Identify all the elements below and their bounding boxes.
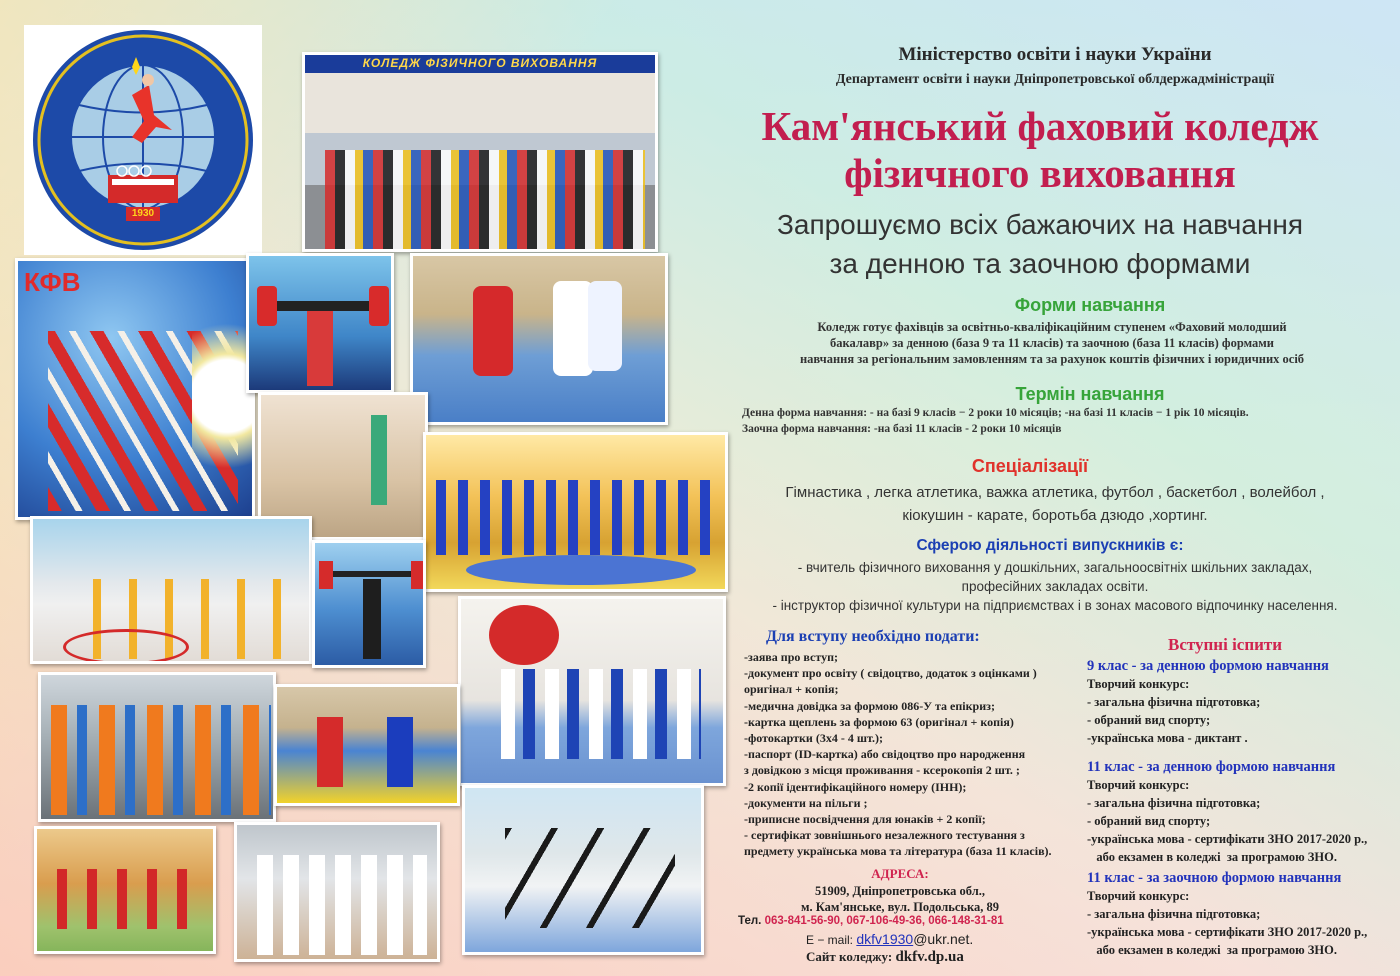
forms-line-3: навчання за регіональним замовленням та за рахунок коштів фізичних і юридичних осіб	[799, 352, 1305, 366]
graduates-line-3: - інструктор фізичної культури на підприємствах і в зонах масового відпочинку населення.	[772, 598, 1338, 613]
exam-line: Творчий конкурс:	[1087, 677, 1190, 691]
specializations-heading: Спеціалізації	[971, 456, 1089, 476]
exam-line: Творчий конкурс:	[1087, 778, 1190, 792]
term-heading: Термін навчання	[1015, 384, 1165, 404]
photo-college-building	[302, 52, 658, 252]
photo-martial-arts-kata	[234, 822, 440, 962]
admission-item: -картка щеплень за формою 63 (оригінал + копія)	[744, 714, 1014, 729]
forms-line-1: Коледж готує фахівців за освітньо-кваліфікаційним ступенем «Фаховий молодший	[817, 320, 1287, 334]
exam-line: -українська мова - диктант .	[1087, 731, 1248, 745]
exam-group-title: 11 клас - за заочною формою навчання	[1087, 870, 1342, 886]
exam-line: або екзамен в коледжі за програмою ЗНО.	[1087, 943, 1337, 957]
forms-text	[712, 319, 1392, 367]
kfv-label: КФВ	[24, 267, 81, 297]
admission-list	[744, 649, 1074, 860]
graduates-heading: Сферою діяльності випускників є:	[916, 537, 1184, 554]
address-heading: АДРЕСА:	[871, 866, 929, 881]
address-line-2: м. Кам'янське, вул. Подольська, 89	[800, 900, 1000, 914]
photo-weightlifting	[246, 253, 394, 393]
admission-item: предмету українська мова та література (база 11 класів).	[744, 844, 1052, 859]
graduates-line-1: - вчитель фізичного виховання у дошкільних, загальноосвітніх шкільних закладах,	[797, 560, 1313, 575]
admission-item: -медична довідка за формою 086-У та епікриз;	[744, 698, 995, 713]
admission-item: -заява про вступ;	[744, 650, 838, 664]
address-line-1: 51909, Дніпропетровська обл.,	[814, 884, 985, 898]
building-sign: КОЛЕДЖ ФІЗИЧНОГО ВИХОВАННЯ	[362, 56, 598, 70]
college-title-line2: фізичного виховання	[844, 150, 1236, 196]
admission-item: -фотокартки (3х4 - 4 шт.);	[744, 731, 883, 746]
invite-line1: Запрошуємо всіх бажаючих на навчання	[776, 209, 1304, 240]
exam-line: - загальна фізична підготовка;	[1087, 907, 1261, 921]
email-line	[806, 931, 1066, 947]
website-label: Сайт коледжу:	[806, 949, 893, 964]
photo-gymnastics-hall	[423, 432, 728, 592]
invite-line2: за денною та заочною формами	[829, 248, 1251, 279]
phone-line	[738, 915, 1078, 927]
admission-item: -документ про освіту ( свідоцтво, додаток з оцінками )	[744, 666, 1037, 681]
email-label: E − mail:	[806, 933, 854, 947]
exams-heading: Вступні іспити	[1168, 635, 1283, 654]
email-link[interactable]: dkfv1930	[856, 931, 914, 947]
exam-line: - обраний вид спорту;	[1087, 814, 1211, 828]
admission-item: -паспорт (ID-картка) або свідоцтво про народження	[744, 747, 1026, 762]
email-domain: @ukr.net.	[913, 931, 974, 947]
term-line-1: Денна форма навчання: - на базі 9 класів − 2 роки 10 місяців; -на базі 11 класів − 1 рік 10 місяців.	[742, 407, 1249, 419]
forms-heading: Форми навчання	[1014, 295, 1166, 315]
exam-group-title: 9 клас - за денною формою навчання	[1087, 658, 1329, 674]
specializations-line-1: Гімнастика , легка атлетика, важка атлетика, футбол , баскетбол , волейбол ,	[785, 484, 1325, 501]
forms-line-2: бакалавр» за денною (база 9 та 11 класів) та заочною (база 11 класів) формами	[829, 336, 1274, 350]
term-line-2: Заочна форма навчання: -на базі 11 класів - 2 роки 10 місяців	[742, 423, 1062, 435]
admission-heading: Для вступу необхідно подати:	[766, 628, 980, 645]
specializations-text	[735, 481, 1375, 527]
exam-line: Творчий конкурс:	[1087, 889, 1190, 903]
photo-barbell	[312, 540, 426, 668]
website-line	[806, 949, 1066, 966]
photo-indoor-football	[274, 684, 460, 806]
phone-label: Тел.	[738, 915, 762, 927]
exam-line: або екзамен в коледжі за програмою ЗНО.	[1087, 850, 1337, 864]
department-title: Департамент освіти і науки Дніпропетровської облдержадміністрації	[835, 72, 1275, 87]
admission-item: -приписне посвідчення для юнаків + 2 копії;	[744, 812, 986, 827]
photo-karate-hall	[458, 596, 726, 786]
exam-groups	[1087, 658, 1387, 963]
website-link[interactable]: dkfv.dp.ua	[895, 949, 964, 965]
admission-item: з довідкою з місця проживання - ксерокопія 2 шт. ;	[744, 763, 1020, 778]
exam-group	[1087, 658, 1387, 747]
logo-year: 1930	[131, 208, 155, 219]
photo-rhythmic-gymnastics	[462, 785, 704, 955]
graduates-text	[725, 558, 1385, 615]
term-text	[742, 405, 1392, 437]
globe-emblem-icon	[24, 25, 262, 255]
exam-line: - загальна фізична підготовка;	[1087, 796, 1261, 810]
phone-numbers[interactable]: 063-841-56-90, 067-106-49-36, 066-148-31-81	[764, 915, 1004, 927]
photo-cheerleading	[15, 258, 255, 520]
photo-runners	[38, 672, 276, 822]
admission-item: -документи на пільги ;	[744, 795, 868, 810]
admission-item: оригінал + копія;	[744, 682, 839, 697]
admission-item: - сертифікат зовнішнього незалежного тестування з	[744, 828, 1025, 843]
photo-gym-practice	[30, 516, 312, 664]
exam-group	[1087, 870, 1387, 959]
exam-group	[1087, 759, 1387, 866]
photo-basketball-hall	[34, 826, 216, 954]
ministry-title: Міністерство освіти і науки України	[898, 44, 1212, 65]
exam-line: -українська мова - сертифікати ЗНО 2017-2020 р.,	[1087, 925, 1368, 939]
exam-line: - обраний вид спорту;	[1087, 713, 1211, 727]
exam-line: -українська мова - сертифікати ЗНО 2017-2020 р.,	[1087, 832, 1368, 846]
exam-line: - загальна фізична підготовка;	[1087, 695, 1261, 709]
specializations-line-2: кіокушин - карате, боротьба дзюдо ,хортинг.	[902, 507, 1208, 524]
college-logo	[24, 25, 262, 255]
exam-group-title: 11 клас - за денною формою навчання	[1087, 759, 1336, 775]
admission-item: -2 копії ідентифікаційного номеру (ІНН);	[744, 779, 967, 794]
photo-futsal	[410, 253, 668, 425]
graduates-line-2: професійних закладах освіти.	[961, 579, 1149, 594]
address-block	[760, 883, 1040, 915]
college-title-line1: Кам'янський фаховий коледж	[761, 103, 1319, 149]
